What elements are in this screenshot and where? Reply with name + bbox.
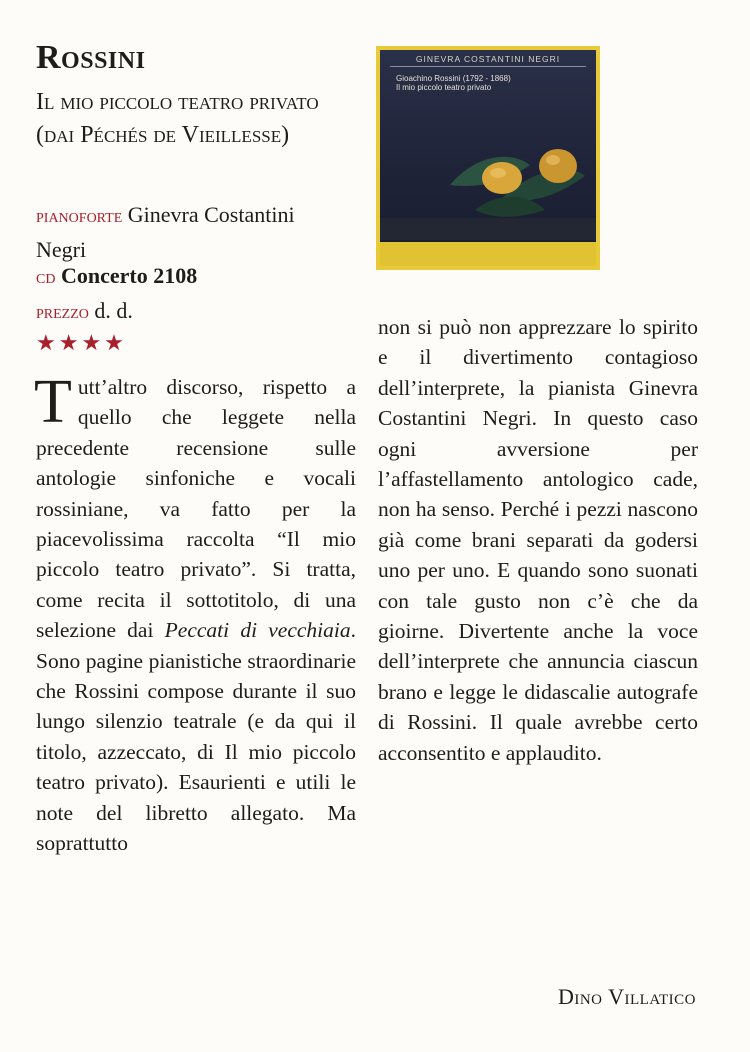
performer-name: Ginevra Costantini Negri [36, 202, 295, 262]
work-title: Il mio piccolo teatro privato (dai Péchés de Vieillesse) [36, 89, 319, 148]
rating-stars: ★★★★ [36, 330, 127, 355]
pianoforte-label: pianoforte [36, 205, 123, 227]
cd-line [36, 262, 197, 291]
composer-heading: Rossini [36, 39, 146, 76]
article-text-1b: . Sono pagine pianistiche straordinarie che Rossini compose durante il suo lungo silenzio teatrale (e da qui il titolo, azzeccato, di Il mio piccolo teatro privato). Esaurienti e utili le note del libretto allegato. Ma soprattutto [36, 618, 356, 856]
cd-label: cd [36, 266, 56, 288]
article-italic-title: Peccati di vecchiaia [164, 618, 351, 643]
cover-subtitle-line1: Gioachino Rossini (1792 - 1868) [396, 74, 511, 83]
cover-subtitle-line2: Il mio piccolo teatro privato [396, 83, 492, 92]
cd-cover-artwork [380, 50, 596, 266]
article-column-1 [34, 368, 356, 859]
article-text-2: non si può non apprezzare lo spirito e il divertimento contagioso dell’interprete, la pianista Ginevra Costantini Negri. In questo caso ogni avversione per l’affastellamento antologico cade, non ha senso. Perché i pezzi nascono già come brani separati da godersi uno per uno. E quando sono suonati con tale gusto non c’è che da gioirne. Divertente anche la voce dell’interprete che annuncia ciascun brano e legge le didascalie autografe di Rossini. Il quale avrebbe certo acconsentito e applaudito. [378, 315, 698, 765]
cover-artist: GINEVRA COSTANTINI NEGRI [415, 54, 561, 64]
performer-line [36, 198, 336, 266]
price-value: d. d. [94, 298, 133, 323]
cd-cover [376, 46, 600, 270]
price-line [36, 297, 133, 326]
cover-table-surface [380, 218, 596, 240]
cd-catalog: Concerto 2108 [60, 263, 198, 288]
price-label: prezzo [36, 301, 89, 323]
cover-band [380, 242, 596, 266]
drop-cap: T [34, 368, 72, 436]
article-text-1a: utt’altro discorso, rispetto a quello che leggete nella precedente recensione sulle antologie sinfoniche e vocali rossiniane, va fatto per la piacevolissima raccolta “Il mio piccolo teatro privato”. Si tratta, come recita il sottotitolo, di una selezione dai [36, 375, 356, 643]
article-column-2 [378, 312, 698, 768]
author-byline: Dino Villatico [557, 984, 696, 1009]
